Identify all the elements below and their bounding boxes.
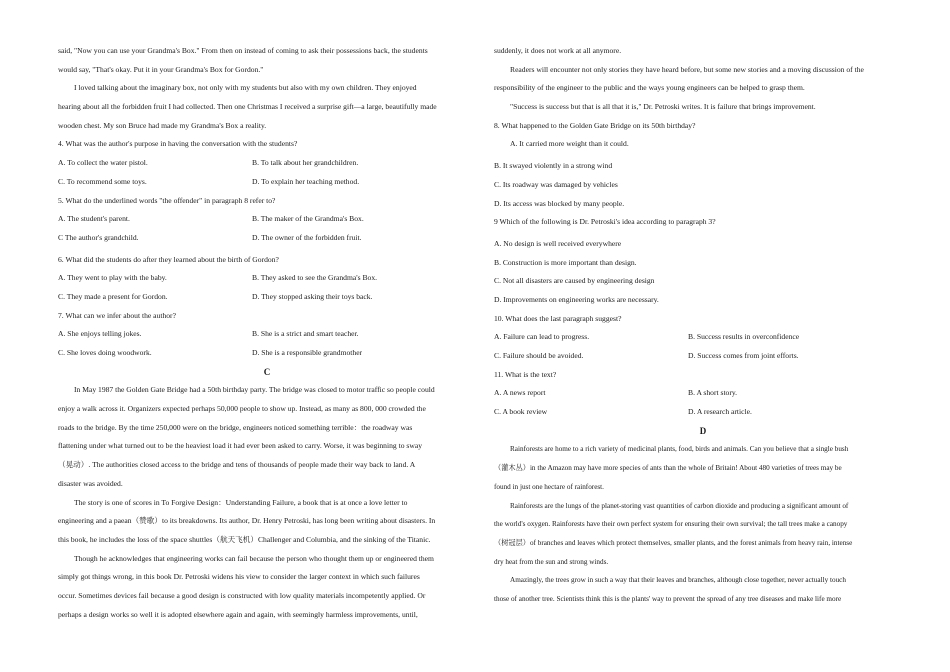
question-7-options xyxy=(58,344,476,363)
right-column xyxy=(494,42,912,609)
option-c[interactable]: C. Its roadway was damaged by vehicles xyxy=(494,179,618,189)
option-a[interactable]: A. A news report xyxy=(494,388,546,398)
option-c[interactable]: C The author's grandchild. xyxy=(58,232,139,242)
option-d[interactable]: D. Improvements on engineering works are necessary. xyxy=(494,294,659,304)
option-b[interactable]: B. It swayed violently in a strong wind xyxy=(494,161,613,171)
passage-c-line: （晃动）. The authorities closed access to the bridge and tens of thousands of people made their way back to land. A xyxy=(58,460,416,470)
option-b[interactable]: B. The maker of the Grandma's Box. xyxy=(252,214,364,224)
question-6-options xyxy=(58,288,476,307)
option-a[interactable]: A. They went to play with the baby. xyxy=(58,273,167,283)
option-a[interactable]: A. It carried more weight than it could. xyxy=(510,139,629,149)
passage-b-line: I loved talking about the imaginary box, not only with my students but also with my own children. They enjoyed xyxy=(74,83,417,93)
question-7-options xyxy=(58,325,476,344)
option-c[interactable]: C. Not all disasters are caused by engineering design xyxy=(494,276,655,286)
passage-c-line: Readers will encounter not only stories they have heard before, but some new stories and a moving discussion of the xyxy=(510,64,864,74)
question-11-options xyxy=(494,384,912,403)
question-5-options xyxy=(58,229,476,248)
passage-c-line: enjoy a walk across it. Organizers expected perhaps 50,000 people to show up. Instead, as many as 800, 000 crowded the xyxy=(58,404,426,414)
passage-b-line: hearing about all the forbidden fruit I had collected. Then one Christmas I received a surprise gift—a large, beautifully made xyxy=(58,102,437,112)
passage-d-line: Rainforests are the lungs of the planet-storing vast quantities of carbon dioxide and producing a significant amount of xyxy=(510,501,849,510)
question-4-options xyxy=(58,154,476,173)
option-c[interactable]: C. She loves doing woodwork. xyxy=(58,348,152,357)
option-d[interactable]: D. Success comes from joint efforts. xyxy=(688,351,799,360)
passage-c-line: responsibility of the engineer to the public and the ways young engineers can be helped to grasp them. xyxy=(494,83,805,93)
passage-d-line: dry heat from the sun and strong winds. xyxy=(494,557,609,566)
passage-b-line: would say, "That's okay. Put it in your Grandma's Box for Gordon." xyxy=(58,64,264,74)
option-a[interactable]: A. The student's parent. xyxy=(58,214,130,224)
option-b[interactable]: B. A short story. xyxy=(688,388,738,398)
question-11-options xyxy=(494,403,912,422)
passage-c-line: perhaps a design works so well it is adopted elsewhere again and again, with seemingly harmless improvements, until, xyxy=(58,609,418,619)
question-6-options xyxy=(58,269,476,288)
passage-c-line: Though he acknowledges that engineering works can fail because the person who thought them up or engineered them xyxy=(74,553,434,563)
passage-c-line: occur. Sometimes devices fail because a good design is constructed with low quality materials incompetently applied. Or xyxy=(58,590,426,600)
option-d[interactable]: D. To explain her teaching method. xyxy=(252,176,360,186)
question-6-stem: 6. What did the students do after they learned about the birth of Gordon? xyxy=(58,254,279,264)
passage-d-line: the world's oxygen. Rainforests have their own perfect system for ensuring their own survival; the tall trees make a canopy xyxy=(494,520,848,529)
question-4-options xyxy=(58,173,476,192)
option-a[interactable]: A. She enjoys telling jokes. xyxy=(58,329,142,339)
question-9-stem: 9 Which of the following is Dr. Petroski's idea according to paragraph 3? xyxy=(494,217,716,227)
passage-d-line: （灌木丛）in the Amazon may have more species of ants than the whole of Britain! About 480 varieties of trees may be xyxy=(494,464,842,473)
option-d[interactable]: D. The owner of the forbidden fruit. xyxy=(252,232,362,242)
passage-c-line: suddenly, it does not work at all anymore. xyxy=(494,46,622,55)
option-d[interactable]: D. Its access was blocked by many people. xyxy=(494,198,625,208)
passage-d-line: found in just one hectare of rainforest. xyxy=(494,482,604,491)
section-d-heading: D xyxy=(699,425,707,436)
passage-c-line: The story is one of scores in To Forgive Design：Understanding Failure, a book that is at once a love letter to xyxy=(74,497,408,507)
question-5-stem: 5. What do the underlined words "the offender" in paragraph 8 refer to? xyxy=(58,195,276,205)
passage-d-line: Rainforests are home to a rich variety of medicinal plants, food, birds and animals. Can you believe that a single bush xyxy=(510,445,849,454)
question-8-stem: 8. What happened to the Golden Gate Bridge on its 50th birthday? xyxy=(494,120,696,130)
passage-c-line: disaster was avoided. xyxy=(58,478,123,488)
passage-c-line: simply got things wrong, in this book Dr. Petroski widens his view to consider the larger context in which such failures xyxy=(58,572,420,582)
option-d[interactable]: D. A research article. xyxy=(688,407,752,417)
passage-c-line: In May 1987 the Golden Gate Bridge had a 50th birthday party. The bridge was closed to motor traffic so people could xyxy=(74,385,435,395)
option-c[interactable]: C. To recommend some toys. xyxy=(58,176,147,186)
option-b[interactable]: B. They asked to see the Grandma's Box. xyxy=(252,273,378,283)
option-c[interactable]: C. Failure should be avoided. xyxy=(494,351,584,360)
option-c[interactable]: C. A book review xyxy=(494,407,548,417)
passage-c-line: roads to the bridge. By the time 250,000 were on the bridge, engineers noticed something terrible：the roadway was xyxy=(58,422,413,432)
question-4-stem: 4. What was the author's purpose in having the conversation with the students? xyxy=(58,139,298,149)
passage-d-line: （树冠层）of branches and leaves which protect themselves, smaller plants, and the forest animals from heavy rain, intense xyxy=(494,538,853,547)
passage-d-line: those of another tree. Scientists think this is the plants' way to prevent the spread of any tree diseases and make life more xyxy=(494,594,842,603)
option-a[interactable]: A. To collect the water pistol. xyxy=(58,158,148,168)
passage-c-line: flattening under what turned out to be the heaviest load it had ever been asked to carry. Worse, it was beginning to sway xyxy=(58,441,422,451)
question-5-options xyxy=(58,210,476,229)
option-a[interactable]: A. Failure can lead to progress. xyxy=(494,332,590,342)
option-b[interactable]: B. To talk about her grandchildren. xyxy=(252,158,359,168)
option-b[interactable]: B. She is a strict and smart teacher. xyxy=(252,329,359,339)
question-7-stem: 7. What can we infer about the author? xyxy=(58,310,176,320)
option-b[interactable]: B. Construction is more important than design. xyxy=(494,257,637,267)
option-a[interactable]: A. No design is well received everywhere xyxy=(494,238,622,248)
passage-c-line: engineering and a paean（赞歌）to its breakdowns. Its author, Dr. Henry Petroski, has long been writing about disasters. In xyxy=(58,516,436,526)
question-10-options xyxy=(494,347,912,366)
passage-c-line: this book, he includes the loss of the space shuttles（航天飞机）Challenger and Columbia, and the sinking of the Titanic. xyxy=(58,534,431,544)
left-column xyxy=(58,42,476,624)
passage-b-line: said, "Now you can use your Grandma's Box." From then on instead of coming to ask their possessions back, the students xyxy=(58,46,428,55)
option-d[interactable]: D. They stopped asking their toys back. xyxy=(252,291,373,301)
passage-b-line: wooden chest. My son Bruce had made my Grandma's Box a reality. xyxy=(58,120,267,130)
section-c-heading: C xyxy=(263,366,271,377)
option-b[interactable]: B. Success results in overconfidence xyxy=(688,332,800,342)
option-c[interactable]: C. They made a present for Gordon. xyxy=(58,291,168,301)
question-11-stem: 11. What is the text? xyxy=(494,369,557,379)
question-10-options xyxy=(494,328,912,347)
question-10-stem: 10. What does the last paragraph suggest? xyxy=(494,313,622,323)
passage-d-line: Amazingly, the trees grow in such a way that their leaves and branches, although close together, never actually touch xyxy=(510,576,846,585)
passage-c-line: "Success is success but that is all that it is," Dr. Petroski writes. It is failure that brings improvement. xyxy=(510,102,816,112)
option-d[interactable]: D. She is a responsible grandmother xyxy=(252,348,363,357)
